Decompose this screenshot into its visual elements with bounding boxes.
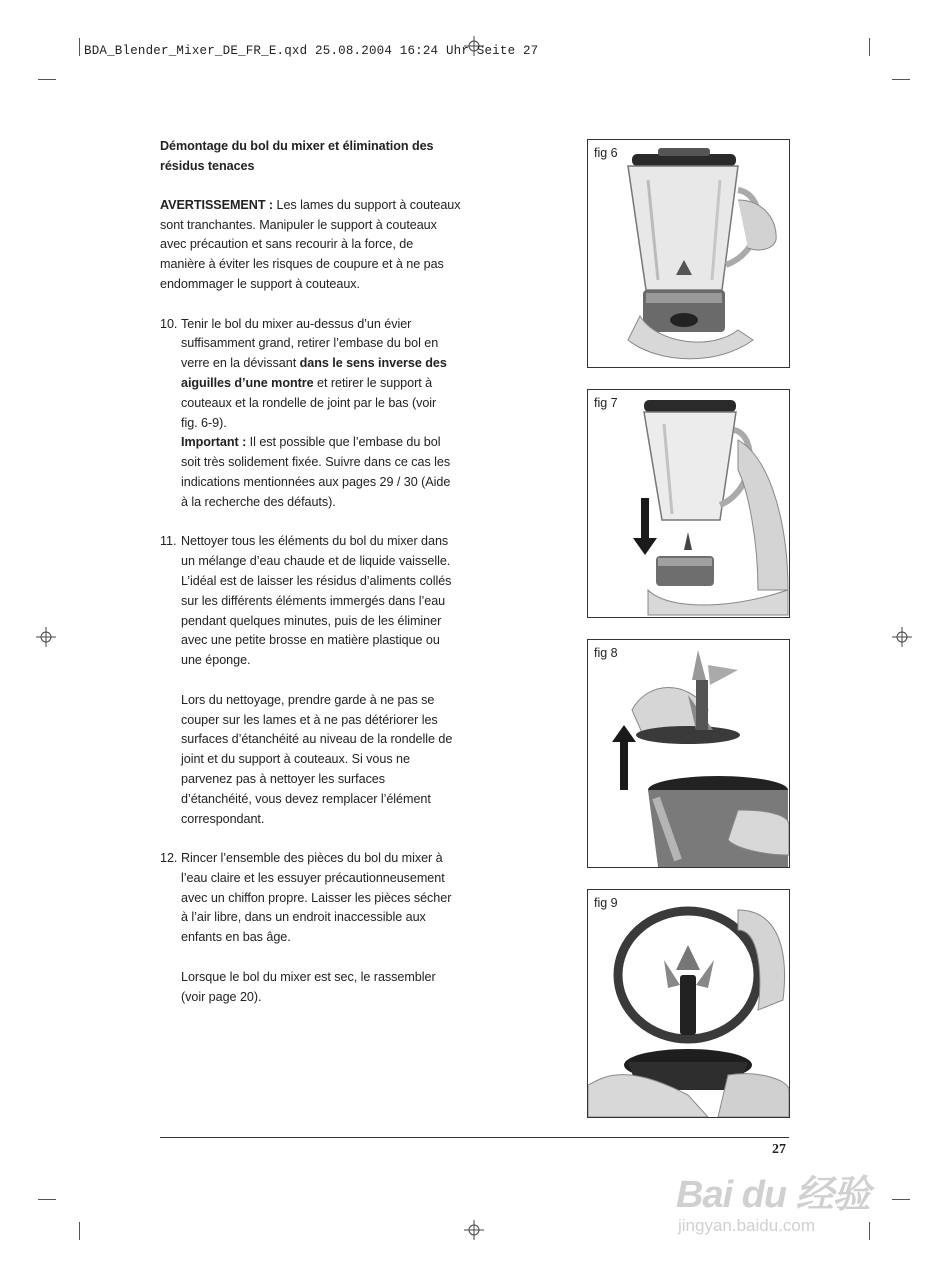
lifting-blade-assembly-illustration bbox=[588, 640, 789, 867]
step-line: Tenir le bol du mixer au-dessus d’un évier bbox=[181, 316, 412, 331]
crop-mark bbox=[79, 1222, 80, 1240]
important-label: Important : bbox=[181, 435, 247, 450]
note-line: parvenez pas à nettoyer les surfaces bbox=[181, 771, 386, 786]
registration-mark-icon bbox=[892, 627, 912, 647]
figure-caption: fig 6 bbox=[594, 146, 618, 160]
step-line: L’idéal est de laisser les résidus d’aliments collés bbox=[181, 573, 452, 588]
crop-mark bbox=[869, 38, 870, 56]
step-line: un mélange d’eau chaude et de liquide vaisselle. bbox=[181, 554, 451, 569]
instructions-column bbox=[160, 136, 470, 1007]
important-line: Il est possible que l’embase du bol bbox=[246, 435, 441, 450]
step-10 bbox=[160, 315, 470, 513]
section-title-line: Démontage du bol du mixer et élimination des bbox=[160, 139, 434, 153]
step-line: avec un chiffon propre. Laisser les pièces sécher bbox=[181, 890, 452, 905]
crop-mark bbox=[892, 1199, 910, 1200]
step-line: fig. 6-9). bbox=[181, 415, 227, 430]
registration-mark-icon bbox=[464, 1220, 484, 1240]
step-line: et retirer le support à bbox=[313, 375, 433, 390]
registration-mark-icon bbox=[36, 627, 56, 647]
step-12 bbox=[160, 849, 470, 1007]
step-line: l’eau claire et les essuyer précautionneusement bbox=[181, 870, 445, 885]
warning-line: sont tranchantes. Manipuler le support à couteaux bbox=[160, 217, 437, 232]
section-title-line: résidus tenaces bbox=[160, 159, 255, 173]
step-line: verre en la dévissant bbox=[181, 356, 300, 371]
page-number: 27 bbox=[772, 1142, 786, 1157]
step-line: couteaux et la rondelle de joint par le bas (voir bbox=[181, 395, 437, 410]
note-line: Lorsque le bol du mixer est sec, le rassembler bbox=[181, 969, 436, 984]
step-line-bold: dans le sens inverse des bbox=[299, 356, 447, 371]
section-title bbox=[160, 136, 470, 176]
watermark-url: jingyan.baidu.com bbox=[678, 1216, 816, 1235]
watermark bbox=[676, 1163, 870, 1236]
step-line: Nettoyer tous les éléments du bol du mixer dans bbox=[181, 534, 449, 549]
step-number: 11. bbox=[160, 534, 177, 549]
warning-line: avec précaution et sans recourir à la force, de bbox=[160, 237, 414, 252]
watermark-logo: Bai du 经验 bbox=[676, 1174, 870, 1216]
step-number: 12. bbox=[160, 851, 178, 866]
step-line: suffisamment grand, retirer l’embase du bol en bbox=[181, 336, 439, 351]
crop-mark bbox=[79, 38, 80, 56]
important-line: soit très solidement fixée. Suivre dans ce cas les bbox=[181, 455, 451, 470]
figure-caption: fig 8 bbox=[594, 646, 618, 660]
step-line: Rincer l’ensemble des pièces du bol du mixer à bbox=[181, 851, 443, 866]
note-line: correspondant. bbox=[181, 811, 265, 826]
warning-paragraph bbox=[160, 196, 470, 295]
step-line: une éponge. bbox=[181, 653, 251, 668]
crop-mark bbox=[892, 79, 910, 80]
step-line: pendant quelques minutes, puis de les éliminer bbox=[181, 613, 442, 628]
figure-caption: fig 7 bbox=[594, 396, 618, 410]
step-number: 10. bbox=[160, 316, 178, 331]
step-11 bbox=[160, 532, 470, 829]
step-line: sur les différents éléments immergés dans l’eau bbox=[181, 593, 446, 608]
removing-jar-base-illustration bbox=[588, 390, 789, 617]
step-line: enfants en bas âge. bbox=[181, 930, 291, 945]
crop-mark bbox=[38, 79, 56, 80]
note-line: joint et du support à couteaux. Si vous ne bbox=[181, 752, 410, 767]
step-line-bold: aiguilles d’une montre bbox=[181, 375, 314, 390]
footer-rule bbox=[160, 1137, 789, 1138]
figure-caption: fig 9 bbox=[594, 896, 618, 910]
figure-9 bbox=[587, 889, 790, 1118]
figure-7 bbox=[587, 389, 790, 618]
figure-6 bbox=[587, 139, 790, 368]
note-line: surfaces d’étanchéité au niveau de la rondelle de bbox=[181, 732, 453, 747]
important-line: à la recherche des défauts). bbox=[181, 494, 336, 509]
step-line: à l’air libre, dans un endroit inaccessible aux bbox=[181, 910, 426, 925]
step-line: avec une petite brosse en matière plastique ou bbox=[181, 633, 440, 648]
warning-line: endommager le support à couteaux. bbox=[160, 276, 360, 291]
note-line: d’étanchéité, vous devez remplacer l’élément bbox=[181, 791, 431, 806]
blender-jar-in-hands-illustration bbox=[588, 140, 789, 367]
warning-line: manière à éviter les risques de coupure et à ne pas bbox=[160, 257, 444, 272]
figure-8 bbox=[587, 639, 790, 868]
warning-line: Les lames du support à couteaux bbox=[273, 197, 461, 212]
crop-mark bbox=[38, 1199, 56, 1200]
important-line: indications mentionnées aux pages 29 / 30 (Aide bbox=[181, 474, 451, 489]
separating-seal-ring-illustration bbox=[588, 890, 789, 1117]
note-line: (voir page 20). bbox=[181, 989, 262, 1004]
print-slug: BDA_Blender_Mixer_DE_FR_E.qxd 25.08.2004 16:24 Uhr Seite 27 bbox=[84, 44, 539, 58]
warning-label: AVERTISSEMENT : bbox=[160, 197, 274, 212]
note-line: Lors du nettoyage, prendre garde à ne pas se bbox=[181, 692, 435, 707]
note-line: couper sur les lames et à ne pas détériorer les bbox=[181, 712, 438, 727]
